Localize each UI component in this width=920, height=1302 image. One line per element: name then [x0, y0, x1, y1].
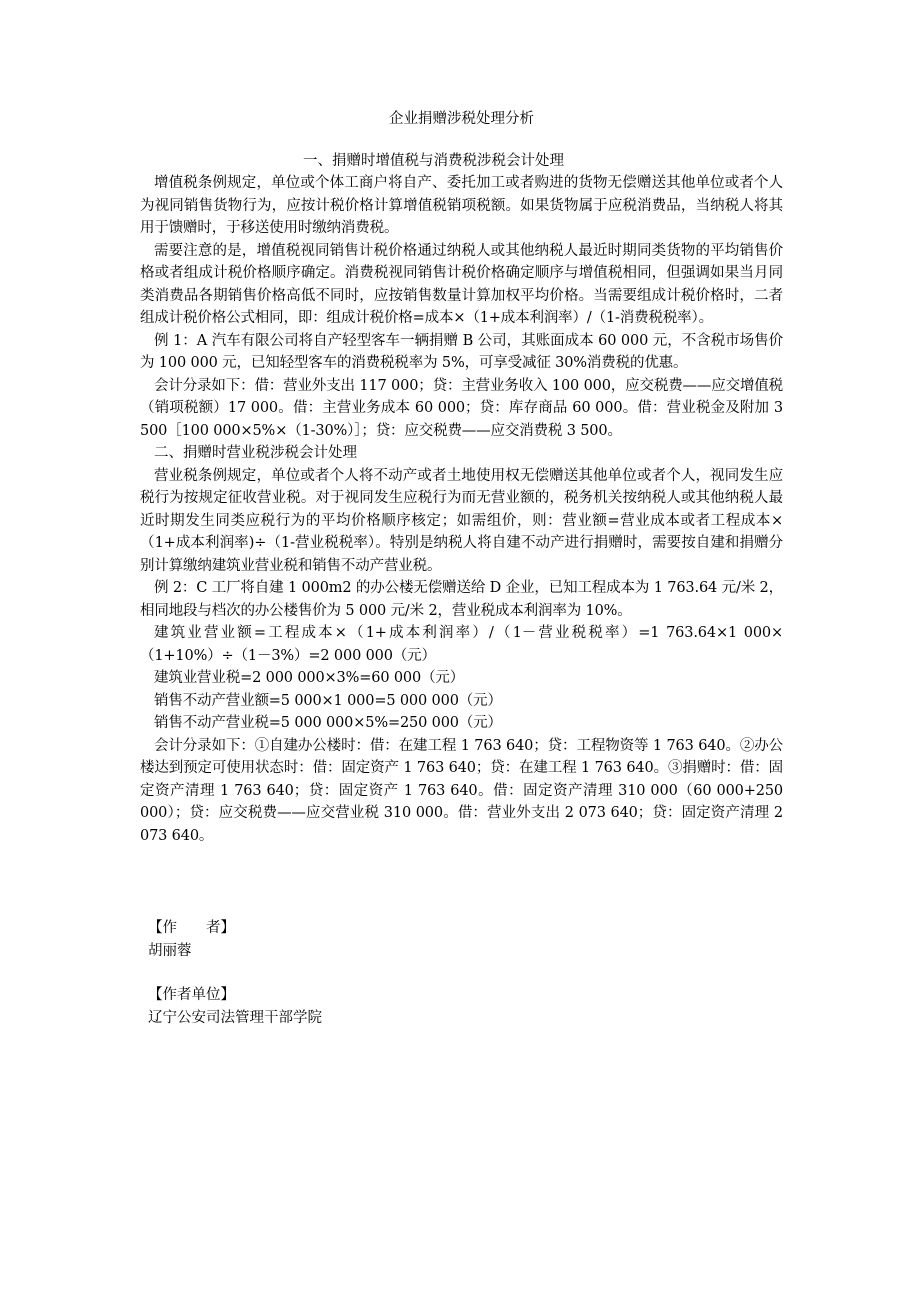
section2-paragraph: 营业税条例规定，单位或者个人将不动产或者土地使用权无偿赠送其他单位或者个人，视同发生应税行为按规定征收营业税。对于视同发生应税行为而无营业额的，税务机关按纳税人或其他纳税人最近时期发生同类应税行为的平均价格顺序核定；如需组价，则：营业额=营业成本或者工程成本×（1+成本利润率)÷（1-营业税税率）。特别是纳税人将自建不动产进行捐赠时，需要按自建和捐赠分别计算缴纳建筑业营业税和销售不动产营业税。	[140, 467, 783, 574]
section2-example: 例 2：C 工厂将自建 1 000m2 的办公楼无偿赠送给 D 企业，已知工程成本为 1 763.64 元/米 2，相同地段与档次的办公楼售价为 5 000 元/米 2，营业税成本利润率为 10%。	[140, 580, 783, 619]
section2-entries: 会计分录如下：①自建办公楼时：借：在建工程 1 763 640；贷：工程物资等 1 763 640。②办公楼达到预定可使用状态时：借：固定资产 1 763 640；贷：在建工程 1 763 640。③捐赠时：借：固定资产清理 1 763 640；贷：固定资产 1 763 640。借：固定资产清理 310 000（60 000+250 000）；贷：应交税费——应交营业税 310 000。借：营业外支出 2 073 640；贷：固定资产清理 2 073 640。	[140, 737, 783, 844]
document-title: 企业捐赠涉税处理分析	[389, 111, 534, 127]
section2-formula: 销售不动产营业税=5 000 000×5%=250 000（元）	[154, 715, 502, 731]
section2-formula: 建筑业营业税=2 000 000×3%=60 000（元）	[154, 670, 465, 686]
author-label: 【作 者】	[148, 920, 235, 936]
section1-paragraph: 需要注意的是，增值税视同销售计税价格通过纳税人或其他纳税人最近时期同类货物的平均销售价格或者组成计税价格顺序确定。消费税视同销售计税价格确定顺序与增值税相同，但强调如果当月同类消费品各期销售价格高低不同时，应按销售数量计算加权平均价格。当需要组成计税价格时，二者组成计税价格公式相同，即：组成计税价格=成本×（1+成本利润率）/（1-消费税税率）。	[140, 242, 783, 326]
author-info	[140, 917, 783, 1029]
section1-paragraph: 增值税条例规定，单位或个体工商户将自产、委托加工或者购进的货物无偿赠送其他单位或者个人为视同销售货物行为，应按计税价格计算增值税销项税额。如果货物属于应税消费品，当纳税人将其用于馈赠时，于移送使用时缴纳消费税。	[140, 175, 783, 236]
document-page	[140, 108, 783, 1029]
author-name: 胡丽蓉	[148, 942, 192, 959]
author-unit: 辽宁公安司法管理干部学院	[148, 1009, 322, 1026]
section2-formula: 建筑业营业额=工程成本×（1+成本利润率）/（1－营业税税率）=1 763.64×1 000×（1+10%）÷（1－3%）=2 000 000（元）	[140, 625, 783, 664]
section1-entries: 会计分录如下：借：营业外支出 117 000；贷：主营业务收入 100 000，应交税费——应交增值税（销项税额）17 000。借：主营业务成本 60 000；贷：库存商品 60 000。借：营业税金及附加 3 500［100 000×5%×（1-30%）］；贷：应交税费——应交消费税 3 500。	[140, 377, 783, 439]
section1-example: 例 1：A 汽车有限公司将自产轻型客车一辆捐赠 B 公司，其账面成本 60 000 元，不含税市场售价为 100 000 元，已知轻型客车的消费税税率为 5%，可享受减征 30%消费税的优惠。	[140, 332, 783, 371]
section2-formula: 销售不动产营业额=5 000×1 000=5 000 000（元）	[154, 692, 502, 709]
section2-heading: 二、捐赠时营业税涉税会计处理	[154, 445, 357, 461]
section1-heading: 一、捐赠时增值税与消费税涉税会计处理	[303, 153, 564, 169]
author-unit-label: 【作者单位】	[148, 987, 235, 1003]
